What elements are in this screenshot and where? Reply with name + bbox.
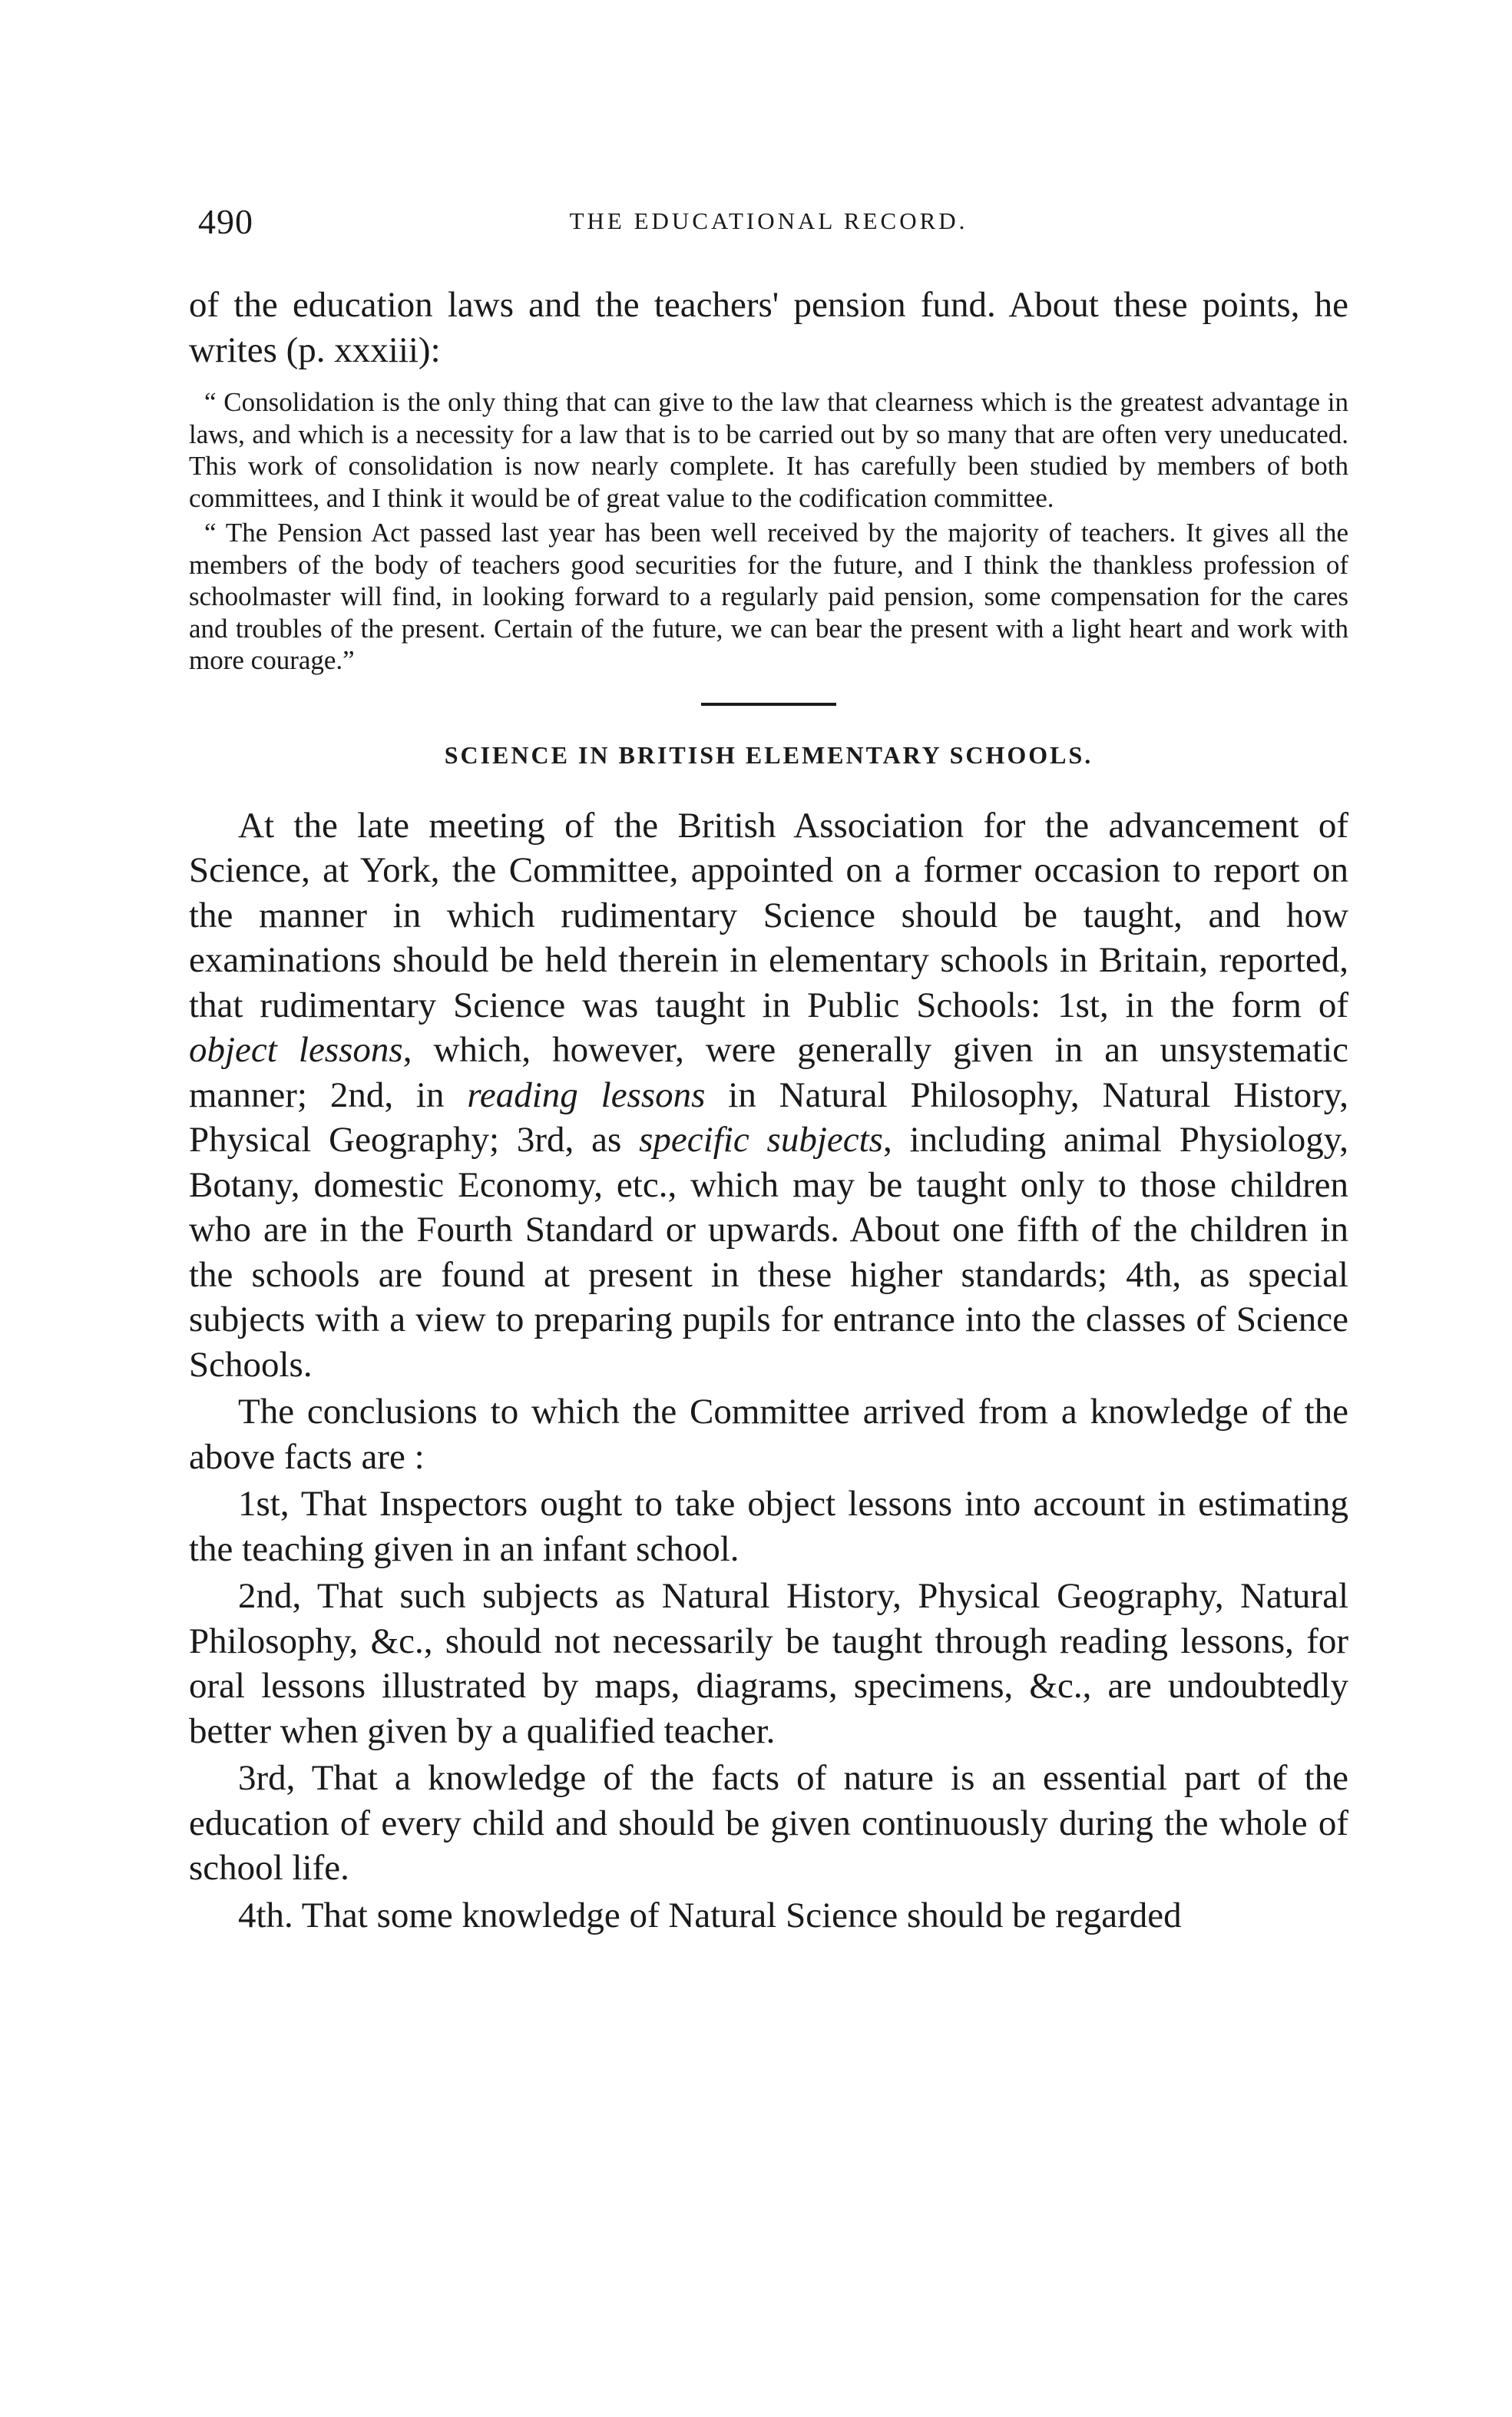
body-paragraph: 1st, That Inspectors ought to take object lessons into account in estimating the teaching given in an infant school. xyxy=(189,1484,1348,1569)
quote-paragraph: “ The Pension Act passed last year has been well received by the majority of teachers. It gives all the members of the body of teachers good securities for the future, and I think the thankless profession of schoolmaster will find, in looking forward to a regularly paid pension, some compensation for the cares and troubles of the present. Certain of the future, we can bear the present with a light heart and work with more courage.” xyxy=(189,518,1348,675)
section-title: SCIENCE IN BRITISH ELEMENTARY SCHOOLS. xyxy=(444,740,1093,769)
quotation-block xyxy=(189,386,1348,677)
body-paragraph: 2nd, That such subjects as Natural History, Physical Geography, Natural Philosophy, &c., should not necessarily be taught through reading lessons, for oral lessons illustrated by maps, diagrams, specimens, &c., are undoubtedly better when given by a qualified teacher. xyxy=(189,1576,1348,1751)
section-body xyxy=(189,803,1348,1939)
intro-paragraph: of the education laws and the teachers' pension fund. About these points, he writes (p. xxxiii): xyxy=(189,285,1348,370)
section-divider xyxy=(701,703,836,706)
body-paragraph: 3rd, That a knowledge of the facts of nature is an essential part of the education of every child and should be given continuously during the whole of school life. xyxy=(189,1758,1348,1888)
document-page xyxy=(189,201,1348,1938)
body-paragraph: The conclusions to which the Committee arrived from a knowledge of the above facts are : xyxy=(189,1392,1348,1477)
running-title: THE EDUCATIONAL RECORD. xyxy=(569,207,968,234)
body-paragraph: 4th. That some knowledge of Natural Science should be regarded xyxy=(238,1895,1182,1935)
page-number: 490 xyxy=(198,202,253,241)
quote-paragraph: “ Consolidation is the only thing that can give to the law that clearness which is the greatest advantage in laws, and which is a necessity for a law that is to be carried out by so many that are often very uneducated. This work of consolidation is now nearly complete. It has carefully been studied by members of both committees, and I think it would be of great value to the codification committee. xyxy=(189,387,1348,513)
body-paragraph: At the late meeting of the British Association for the advancement of Science, at York, the Committee, appointed on a former occasion to report on the manner in which rudimentary Science should be taught, and how examinations should be held therein in elementary schools in Britain, reported, that rudimentary Science was taught in Public Schools: 1st, in the form of object lessons, which, however, were generally given in an unsystematic manner; 2nd, in reading lessons in Natural Philosophy, Natural History, Physical Geography; 3rd, as specific subjects, including animal Physiology, Botany, domestic Economy, etc., which may be taught only to those children who are in the Fourth Standard or upwards. About one fifth of the children in the schools are found at present in these higher standards; 4th, as special subjects with a view to preparing pupils for entrance into the classes of Science Schools. xyxy=(189,805,1348,1385)
page-header xyxy=(189,201,1348,250)
